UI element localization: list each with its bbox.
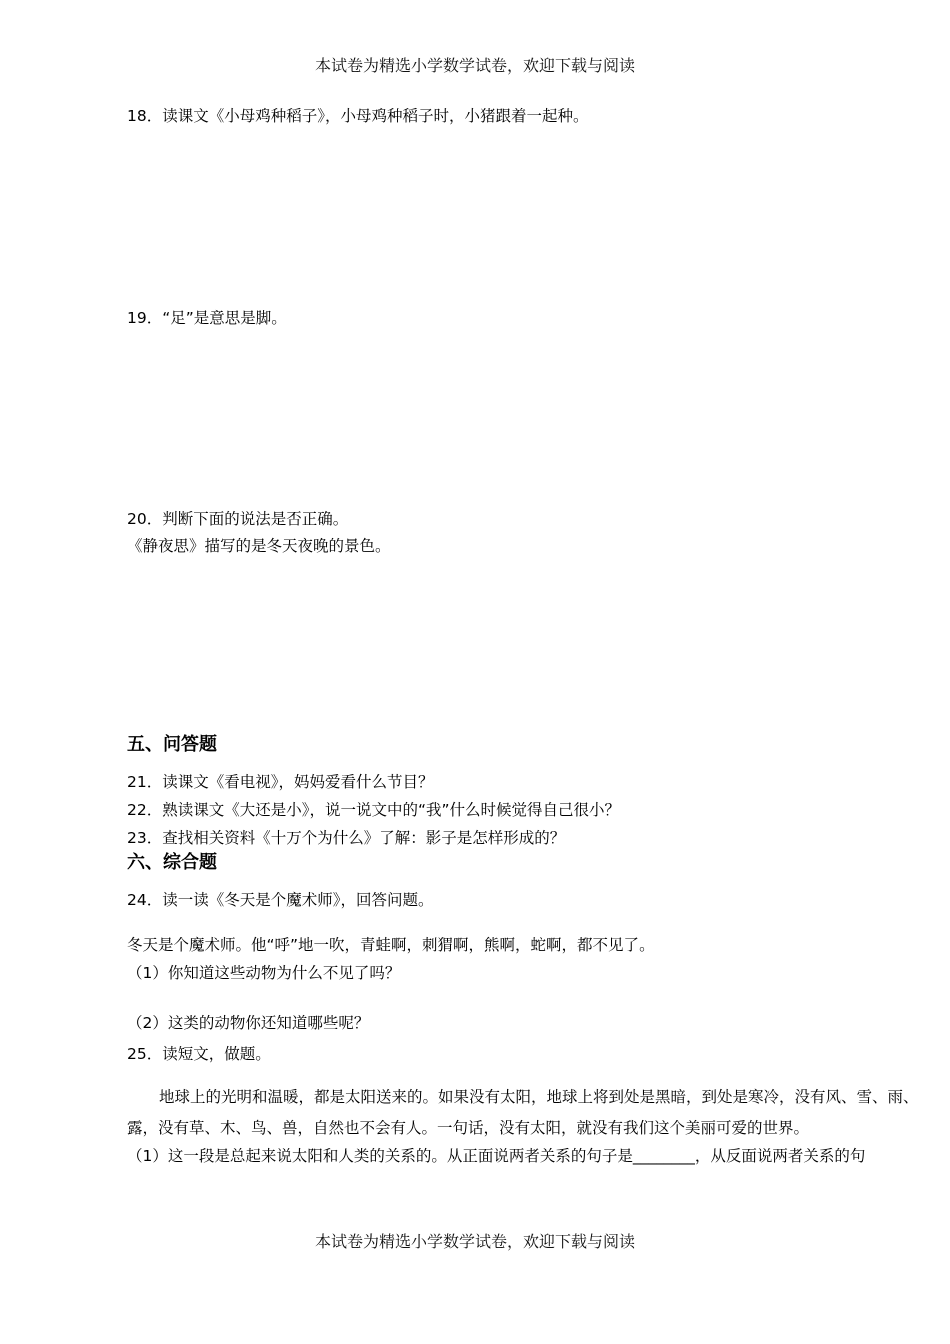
question-23: 23．查找相关资料《十万个为什么》了解：影子是怎样形成的？ — [127, 829, 566, 847]
question-25-passage: 地球上的光明和温暖，都是太阳送来的。如果没有太阳，地球上将到处是黑暗，到处是寒冷，没有风、雪、雨、露，没有草、木、鸟、兽，自然也不会有人。一句话，没有太阳，就没有我们这个美丽可爱的世界。 — [127, 1088, 919, 1137]
question-25: 25．读短文，做题。 — [127, 1045, 271, 1063]
question-21: 21．读课文《看电视》，妈妈爱看什么节目？ — [127, 773, 434, 791]
question-24: 24．读一读《冬天是个魔术师》，回答问题。 — [127, 891, 434, 909]
question-19: 19．“足”是意思是脚。 — [127, 309, 287, 327]
question-25-sub-1: （1）这一段是总起来说太阳和人类的关系的。从正面说两者关系的句子是________，从反面说两者关系的句 — [127, 1147, 866, 1165]
question-20-statement: 《静夜思》描写的是冬天夜晚的景色。 — [127, 537, 391, 555]
section-6-title: 六、综合题 — [127, 852, 217, 873]
question-22: 22．熟读课文《大还是小》，说一说文中的“我”什么时候觉得自己很小？ — [127, 801, 621, 819]
question-24-sub-2: （2）这类的动物你还知道哪些呢？ — [127, 1014, 370, 1032]
question-24-passage: 冬天是个魔术师。他“呼”地一吹，青蛙啊，刺猬啊，熊啊，蛇啊，都不见了。 — [127, 936, 655, 954]
section-5-title: 五、问答题 — [127, 734, 217, 755]
page-header: 本试卷为精选小学数学试卷，欢迎下载与阅读 — [314, 56, 635, 75]
question-20: 20．判断下面的说法是否正确。 — [127, 510, 349, 528]
question-18: 18．读课文《小母鸡种稻子》，小母鸡种稻子时，小猪跟着一起种。 — [127, 107, 589, 125]
question-24-sub-1: （1）你知道这些动物为什么不见了吗？ — [127, 964, 401, 982]
page-footer: 本试卷为精选小学数学试卷，欢迎下载与阅读 — [314, 1232, 635, 1251]
